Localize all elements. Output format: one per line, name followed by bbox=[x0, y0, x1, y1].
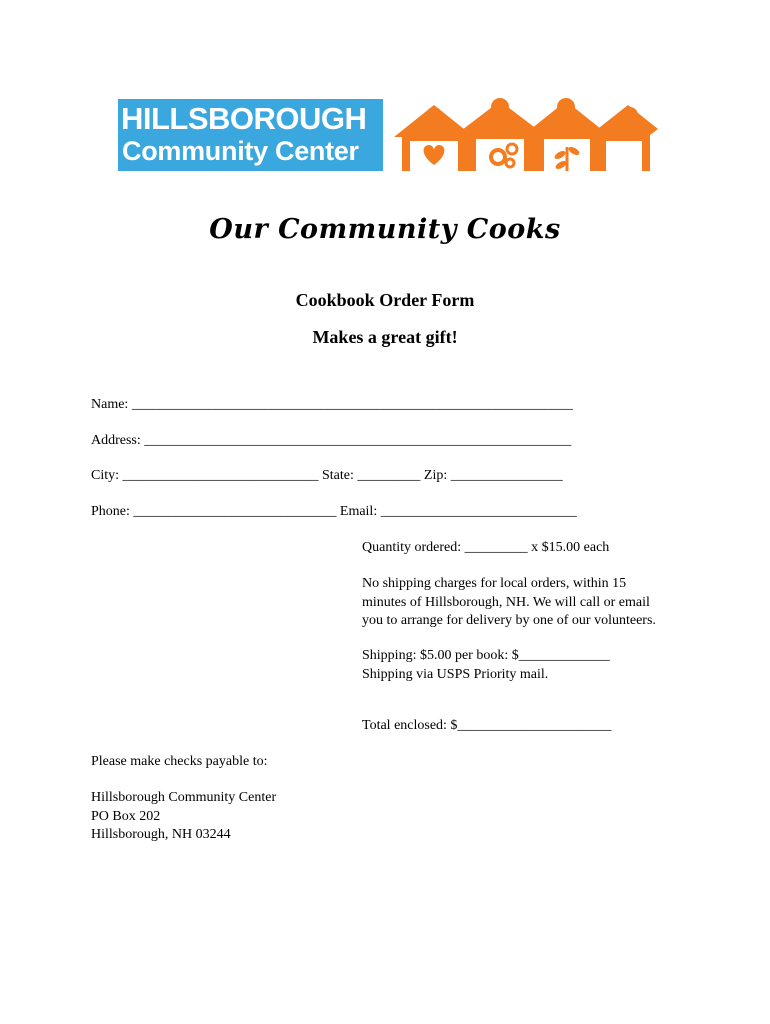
houses-with-people-icon bbox=[392, 93, 660, 175]
city-state-zip-field[interactable]: City: ____________________________ State: _________ Zip: ________________ bbox=[91, 468, 563, 483]
note-line: you to arrange for delivery by one of our volunteers. bbox=[362, 613, 656, 628]
form-subtitle: Makes a great gift! bbox=[312, 327, 458, 347]
logo-line-1: HILLSBOROUGH bbox=[121, 101, 367, 136]
shipping-section bbox=[362, 647, 610, 684]
quantity-field[interactable]: Quantity ordered: _________ x $15.00 each bbox=[362, 540, 610, 555]
note-line: minutes of Hillsborough, NH. We will call or email bbox=[362, 594, 650, 610]
logo-text-box bbox=[118, 99, 383, 171]
local-orders-note bbox=[362, 575, 656, 631]
form-title: Cookbook Order Form bbox=[295, 290, 475, 310]
phone-email-field[interactable]: Phone: _____________________________ Email: ____________________________ bbox=[91, 504, 577, 519]
address-line: Hillsborough Community Center bbox=[91, 790, 277, 805]
payable-label: Please make checks payable to: bbox=[91, 754, 268, 769]
total-enclosed-field[interactable]: Total enclosed: $______________________ bbox=[362, 718, 612, 733]
address-line: Hillsborough, NH 03244 bbox=[91, 827, 231, 842]
cookbook-script-title: Our Community Cooks bbox=[209, 214, 561, 245]
mailing-address bbox=[91, 789, 276, 845]
address-line: PO Box 202 bbox=[91, 808, 161, 824]
shipping-note: Shipping via USPS Priority mail. bbox=[362, 666, 549, 682]
name-field[interactable]: Name: _______________________________________________________________ bbox=[91, 397, 573, 412]
address-field[interactable]: Address: _____________________________________________________________ bbox=[91, 433, 572, 448]
shipping-field[interactable]: Shipping: $5.00 per book: $_____________ bbox=[362, 648, 610, 663]
logo-line-2: Community Center bbox=[122, 136, 359, 166]
note-line: No shipping charges for local orders, within 15 bbox=[362, 576, 627, 591]
